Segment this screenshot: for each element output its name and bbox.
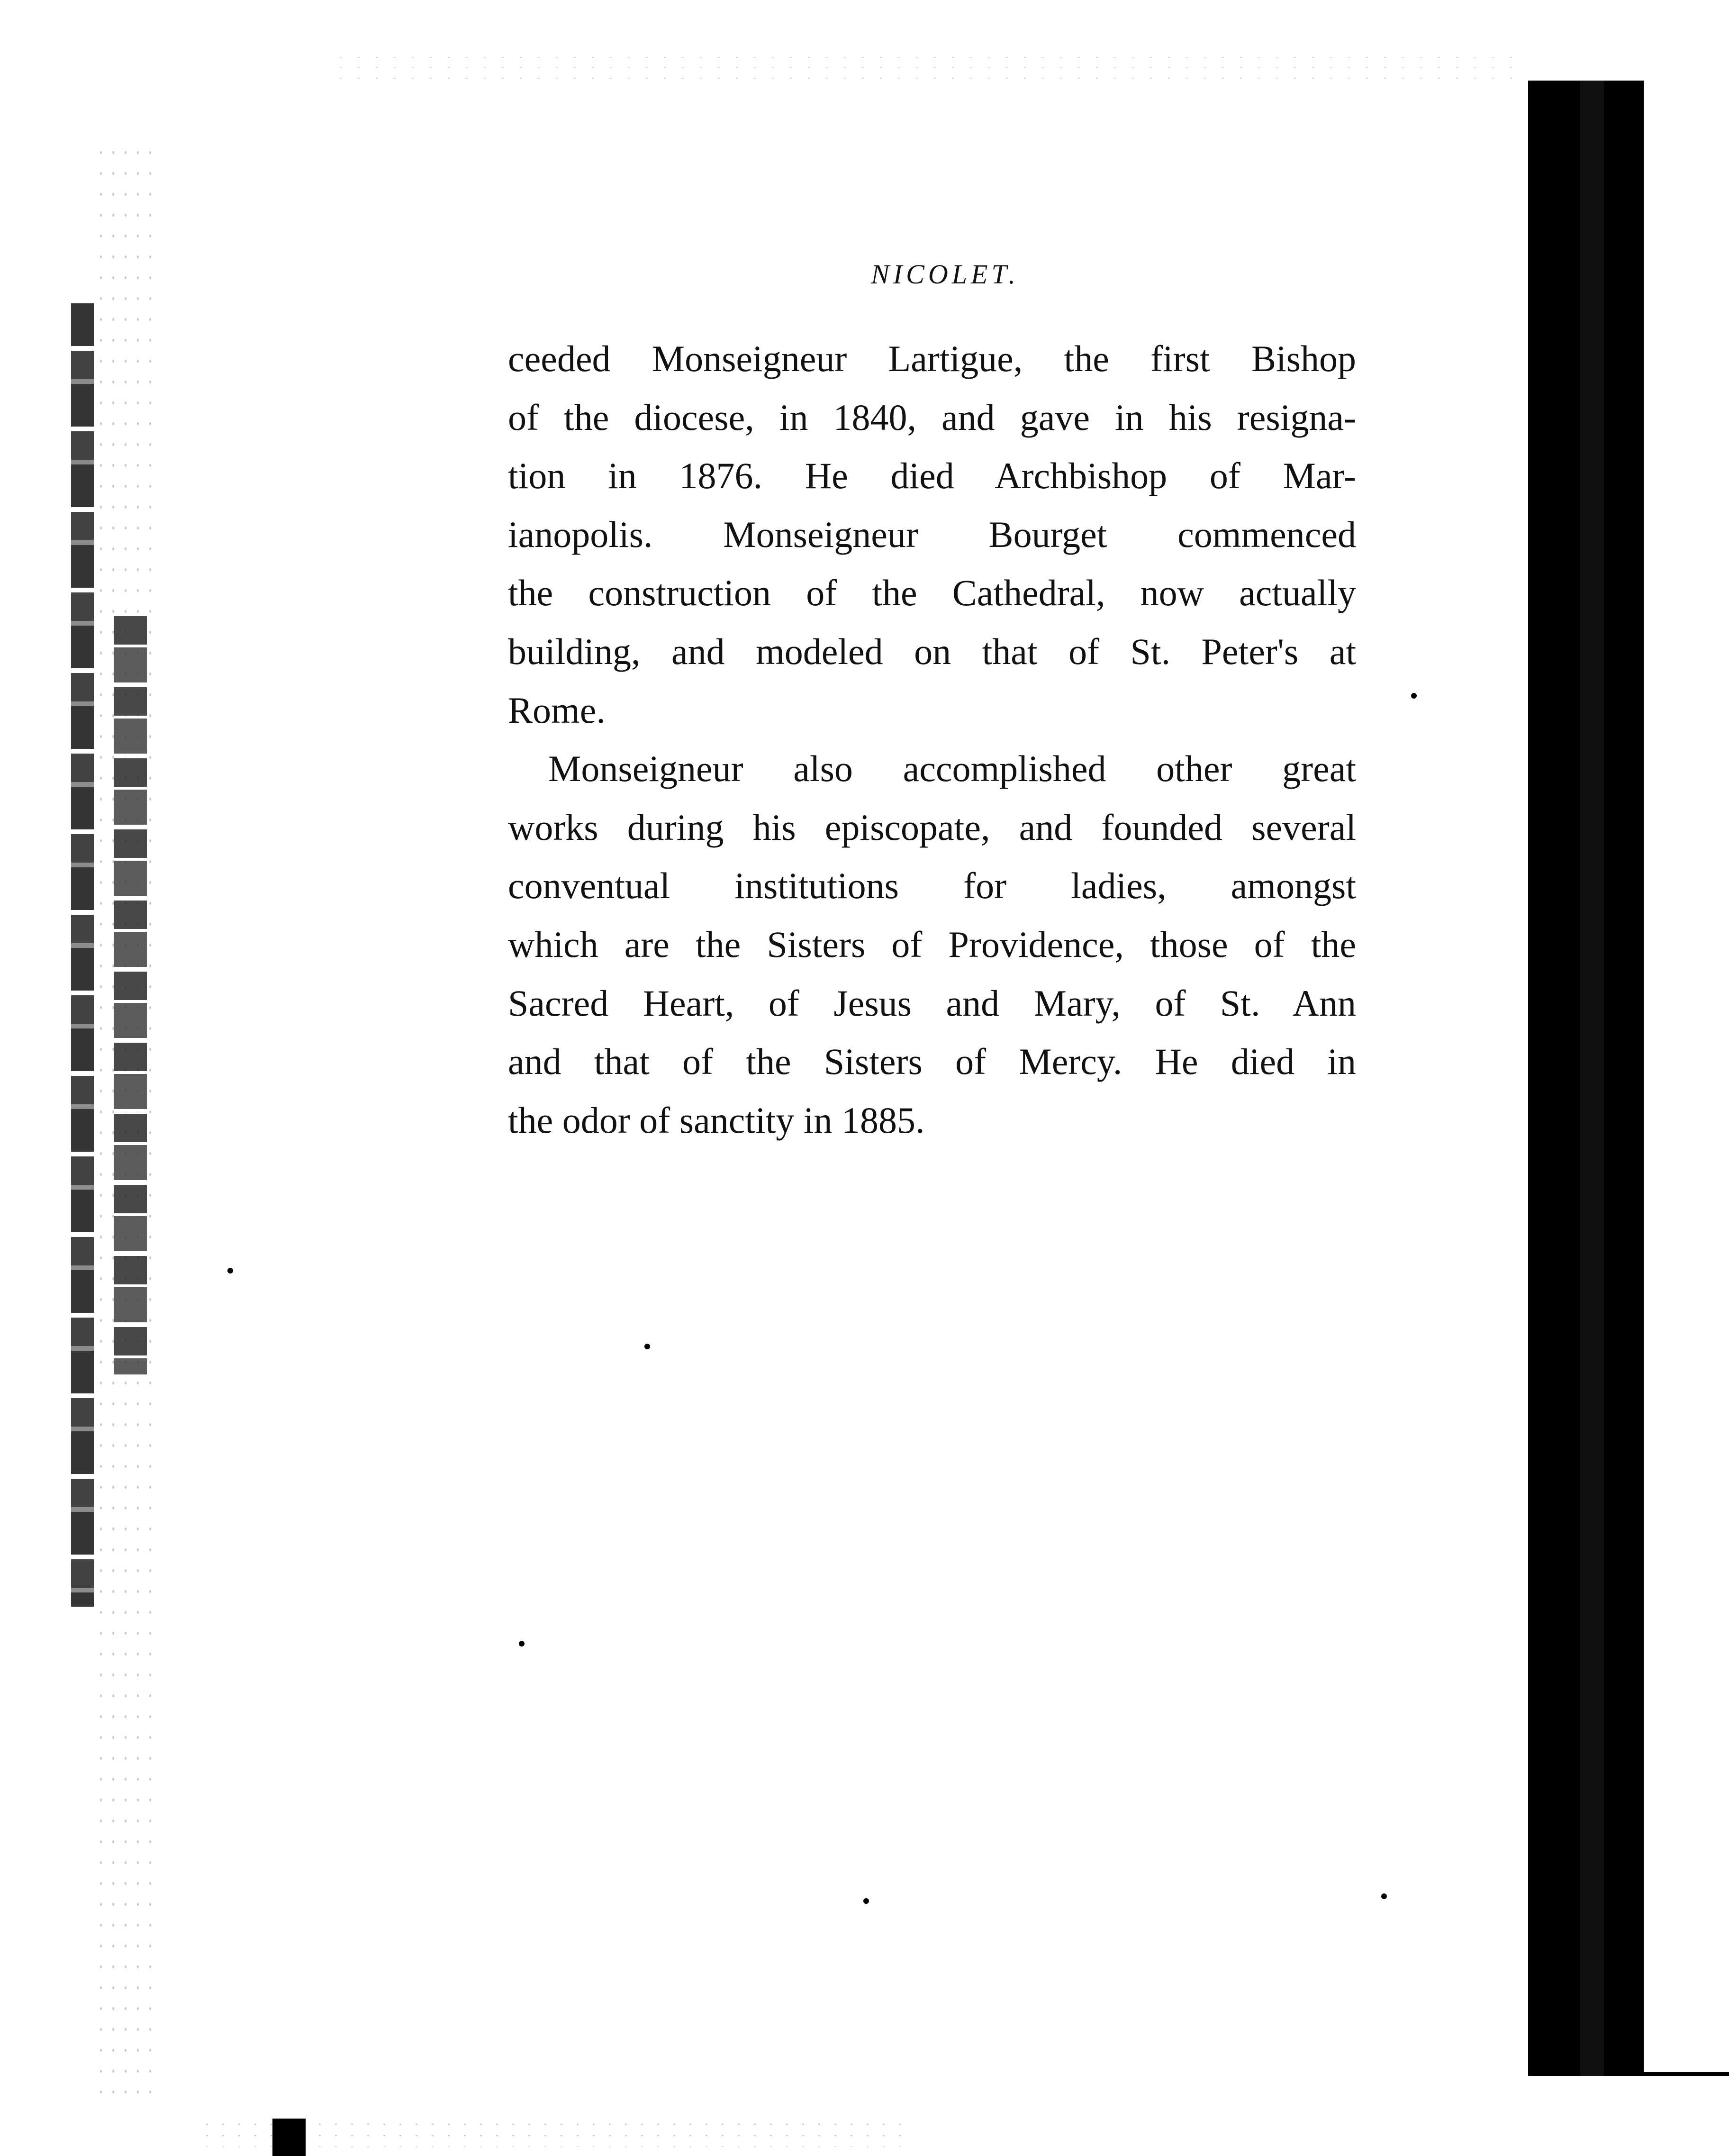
- paragraph: [508, 329, 1356, 739]
- text-line: ianopolis. Monseigneur Bourget commenced: [508, 513, 1356, 555]
- text-line: building, and modeled on that of St. Peter's at: [508, 630, 1356, 672]
- binding-edge-right-inner: [1580, 81, 1604, 2076]
- text-line: the construction of the Cathedral, now actually: [508, 572, 1356, 614]
- text-line: conventual institutions for ladies, amongst: [508, 865, 1356, 907]
- text-line: works during his episcopate, and founded several: [508, 806, 1356, 848]
- binding-edge-right: [1528, 81, 1580, 2076]
- body-text: [508, 329, 1356, 1149]
- text-line: tion in 1876. He died Archbishop of Mar-: [508, 455, 1356, 497]
- text-line: Sacred Heart, of Jesus and Mary, of St. Ann: [508, 982, 1356, 1024]
- paragraph: [508, 739, 1356, 1149]
- text-line: Monseigneur also accomplished other great: [548, 748, 1356, 790]
- scan-artifact-line: [1644, 2072, 1729, 2076]
- text-line: the odor of sanctity in 1885.: [508, 1099, 925, 1141]
- ink-speck: [644, 1344, 650, 1349]
- scan-noise-bottom: [199, 2119, 910, 2147]
- text-line: Rome.: [508, 689, 606, 731]
- binding-edge-left: [71, 303, 94, 1607]
- scan-noise-top: [332, 52, 1516, 81]
- text-line: of the diocese, in 1840, and gave in his resigna-: [508, 396, 1356, 438]
- binding-edge-right-outer: [1604, 81, 1644, 2076]
- text-line: which are the Sisters of Providence, those of the: [508, 923, 1356, 965]
- text-line: ceeded Monseigneur Lartigue, the first Bishop: [508, 338, 1356, 379]
- running-head: NICOLET.: [871, 259, 1019, 290]
- ink-speck: [1381, 1893, 1387, 1899]
- ink-speck: [863, 1898, 869, 1904]
- scan-artifact-bottom: [272, 2119, 306, 2156]
- binding-edge-shadow: [114, 616, 147, 1374]
- ink-speck: [519, 1641, 525, 1647]
- text-line: and that of the Sisters of Mercy. He died in: [508, 1041, 1356, 1083]
- ink-speck: [227, 1268, 233, 1274]
- ink-speck: [1411, 693, 1417, 699]
